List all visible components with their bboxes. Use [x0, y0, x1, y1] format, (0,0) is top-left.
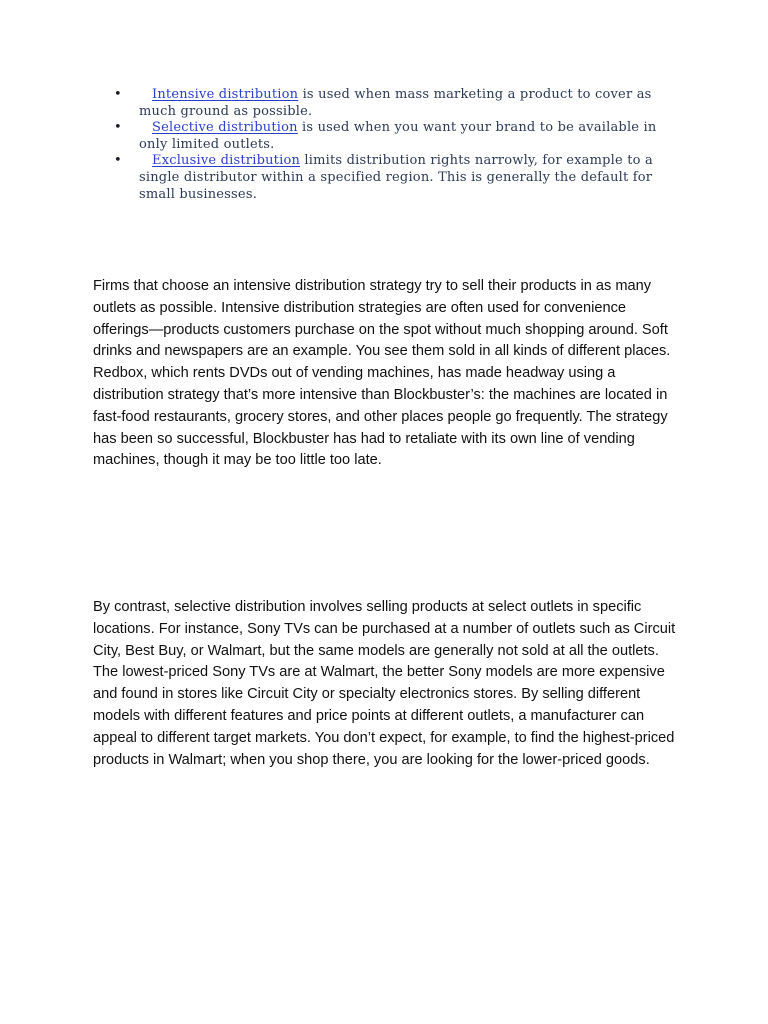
selective-distribution-link[interactable]: Selective distribution — [152, 120, 298, 136]
list-item — [114, 87, 684, 120]
list-item-text: is used when you want your brand to be available in only limited outlets. — [139, 120, 657, 152]
bullet-icon: • — [114, 153, 122, 169]
bullet-icon: • — [114, 87, 122, 102]
list-item-text: limits distribution rights narrowly, for example to a single distributor within a specified region. This is generally the default for small businesses. — [139, 153, 653, 202]
exclusive-distribution-link[interactable]: Exclusive distribution — [152, 153, 301, 169]
bullet-icon: • — [114, 120, 122, 136]
list-item — [114, 120, 684, 153]
list-item — [114, 153, 684, 203]
intensive-distribution-link[interactable]: Intensive distribution — [152, 87, 299, 102]
distribution-types-list — [114, 87, 684, 203]
list-item-text: is used when mass marketing a product to cover as much ground as possible. — [139, 87, 652, 119]
intensive-distribution-paragraph: Firms that choose an intensive distribution strategy try to sell their products in as many outlets as possible. Intensive distribution strategies are often used for convenience offerings—products customers purchase on the spot without much shopping around. Soft drinks and newspapers are an example. You see them sold in all kinds of different places. Redbox, which rents DVDs out of vending machines, has made headway using a distribution strategy that’s more intensive than Blockbuster’s: the machines are located in fast-food restaurants, grocery stores, and other places people go frequently. The strategy has been so successful, Blockbuster has had to retaliate with its own line of vending machines, though it may be too little too late. — [93, 278, 671, 469]
selective-distribution-paragraph: By contrast, selective distribution involves selling products at select outlets in specific locations. For instance, Sony TVs can be purchased at a number of outlets such as Circuit City, Best Buy, or Walmart, but the same models are generally not sold at all the outlets. The lowest-priced Sony TVs are at Walmart, the better Sony models are more expensive and found in stores like Circuit City or specialty electronics stores. By selling different models with different features and price points at different outlets, a manufacturer can appeal to different target markets. You don’t expect, for example, to find the highest-priced products in Walmart; when you shop there, you are looking for the lower-priced goods. — [93, 599, 676, 768]
